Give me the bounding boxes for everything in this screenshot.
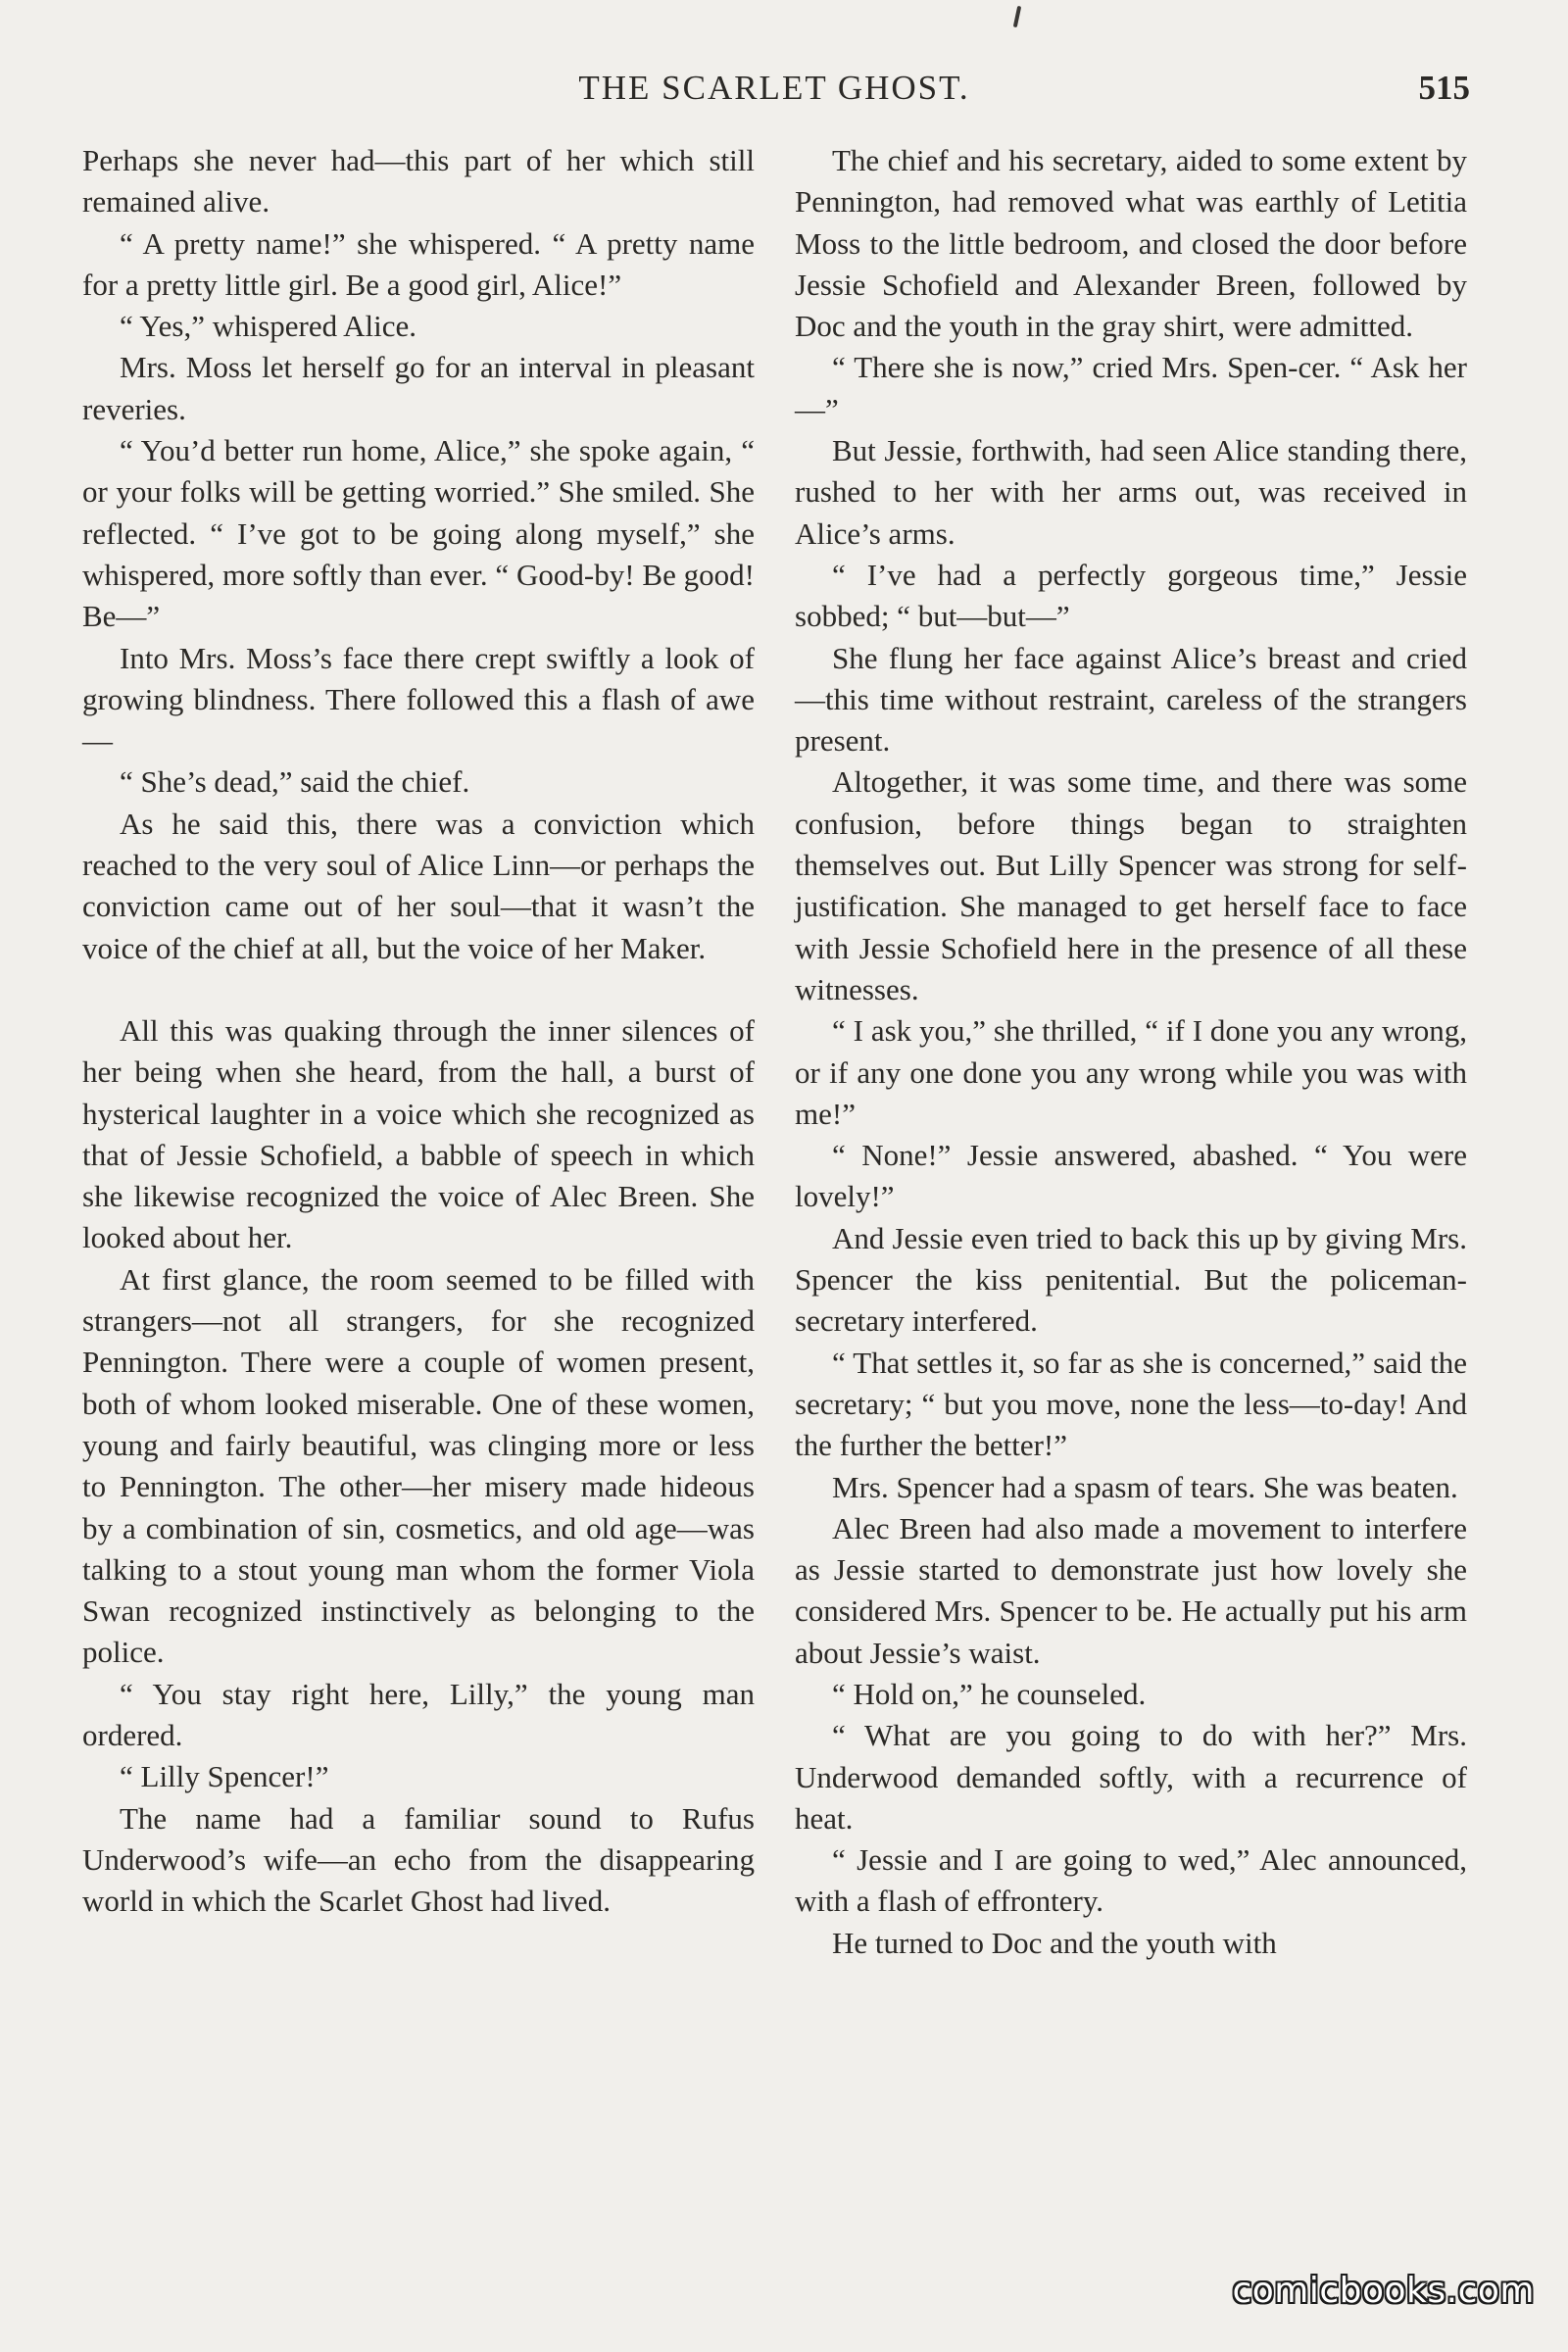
paragraph: And Jessie even tried to back this up by giving Mrs. Spencer the kiss penitential. But the policeman-secretary interfered. (795, 1220, 1467, 1339)
paragraph: Perhaps she never had—this part of her which still remained alive. (82, 143, 755, 220)
paragraph: Alec Breen had also made a movement to interfere as Jessie started to demonstrate just how lovely she considered Mrs. Spencer to be. He actually put his arm about Jessie’s waist. (795, 1510, 1467, 1670)
paragraph: The chief and his secretary, aided to some extent by Pennington, had removed what was earthly of Letitia Moss to the little bedroom, and closed the door before Jessie Schofield and Alexander Breen, followed by Doc and the youth in the gray shirt, were admitted. (795, 143, 1467, 344)
paragraph: Into Mrs. Moss’s face there crept swiftly a look of growing blindness. There followed this a flash of awe— (82, 640, 755, 759)
print-speck (1013, 6, 1021, 27)
paragraph: “ That settles it, so far as she is concerned,” said the secretary; “ but you move, none the less—to-day! And the further the better!” (795, 1345, 1467, 1463)
paragraph: “ What are you going to do with her?” Mrs. Underwood demanded softly, with a recurrence of heat. (795, 1718, 1467, 1836)
paragraph: Altogether, it was some time, and there was some confusion, before things began to straighten themselves out. But Lilly Spencer was strong for self-justification. She managed to get herself face to face with Jessie Schofield here in the presence of all these witnesses. (795, 764, 1467, 1006)
paragraph: All this was quaking through the inner silences of her being when she heard, from the hall, a burst of hysterical laughter in a voice which she recognized as that of Jessie Schofield, a babble of speech in which she likewise recognized the voice of Alec Breen. She looked about her. (82, 1012, 755, 1255)
paragraph: As he said this, there was a conviction which reached to the very soul of Alice Linn—or perhaps the conviction came out of her soul—that it wasn’t the voice of the chief at all, but the voice of her Maker. (82, 806, 755, 965)
paragraph: “ She’s dead,” said the chief. (120, 764, 470, 800)
page-number: 515 (1418, 69, 1470, 107)
paragraph: “ You’d better run home, Alice,” she spoke again, “ or your folks will be getting worried.” She smiled. She reflected. “ I’ve got to be going along myself,” she whispered, more softly than ever. “ Good-by! Be good! Be—” (82, 433, 755, 634)
paragraph: Mrs. Moss let herself go for an interval in pleasant reveries. (82, 350, 755, 426)
paragraph: The name had a familiar sound to Rufus Underwood’s wife—an echo from the disappearing world in which the Scarlet Ghost had lived. (82, 1800, 755, 1919)
paragraph: “ I’ve had a perfectly gorgeous time,” Jessie sobbed; “ but—but—” (795, 557, 1467, 634)
paragraph: “ Jessie and I are going to wed,” Alec announced, with a flash of effrontery. (795, 1842, 1467, 1919)
paragraph: “ Yes,” whispered Alice. (120, 309, 417, 344)
paragraph: Mrs. Spencer had a spasm of tears. She was beaten. (832, 1469, 1458, 1504)
paragraph: She flung her face against Alice’s breast and cried—this time without restraint, careless of the strangers present. (795, 640, 1467, 759)
paragraph: “ You stay right here, Lilly,” the young man ordered. (82, 1676, 755, 1752)
paragraph: “ None!” Jessie answered, abashed. “ You were lovely!” (795, 1138, 1467, 1214)
left-column (82, 140, 755, 1922)
paragraph: But Jessie, forthwith, had seen Alice standing there, rushed to her with her arms out, was received in Alice’s arms. (795, 433, 1467, 551)
paragraph: “ Lilly Spencer!” (120, 1759, 329, 1794)
paragraph: “ There she is now,” cried Mrs. Spen-cer. “ Ask her—” (795, 350, 1467, 426)
paragraph: At first glance, the room seemed to be filled with strangers—not all strangers, for she recognized Pennington. There were a couple of women present, both of whom looked miserable. One of these women, young and fairly beautiful, was clinging more or less to Pennington. The other—her misery made hideous by a combination of sin, cosmetics, and old age—was talking to a stout young man whom the former Viola Swan recognized instinctively as belonging to the police. (82, 1261, 755, 1670)
running-head (0, 69, 1568, 118)
watermark-logo: comicbooks.com (1232, 2271, 1535, 2311)
paragraph: He turned to Doc and the youth with (832, 1925, 1277, 1960)
paragraph: “ A pretty name!” she whispered. “ A pretty name for a pretty little girl. Be a good girl, Alice!” (82, 225, 755, 302)
page-title: THE SCARLET GHOST. (578, 69, 970, 107)
section-break (82, 969, 755, 1010)
paragraph: “ I ask you,” she thrilled, “ if I done you any wrong, or if any one done you any wrong while you was with me!” (795, 1013, 1467, 1131)
paragraph: “ Hold on,” he counseled. (832, 1676, 1147, 1711)
right-column (795, 140, 1467, 1964)
